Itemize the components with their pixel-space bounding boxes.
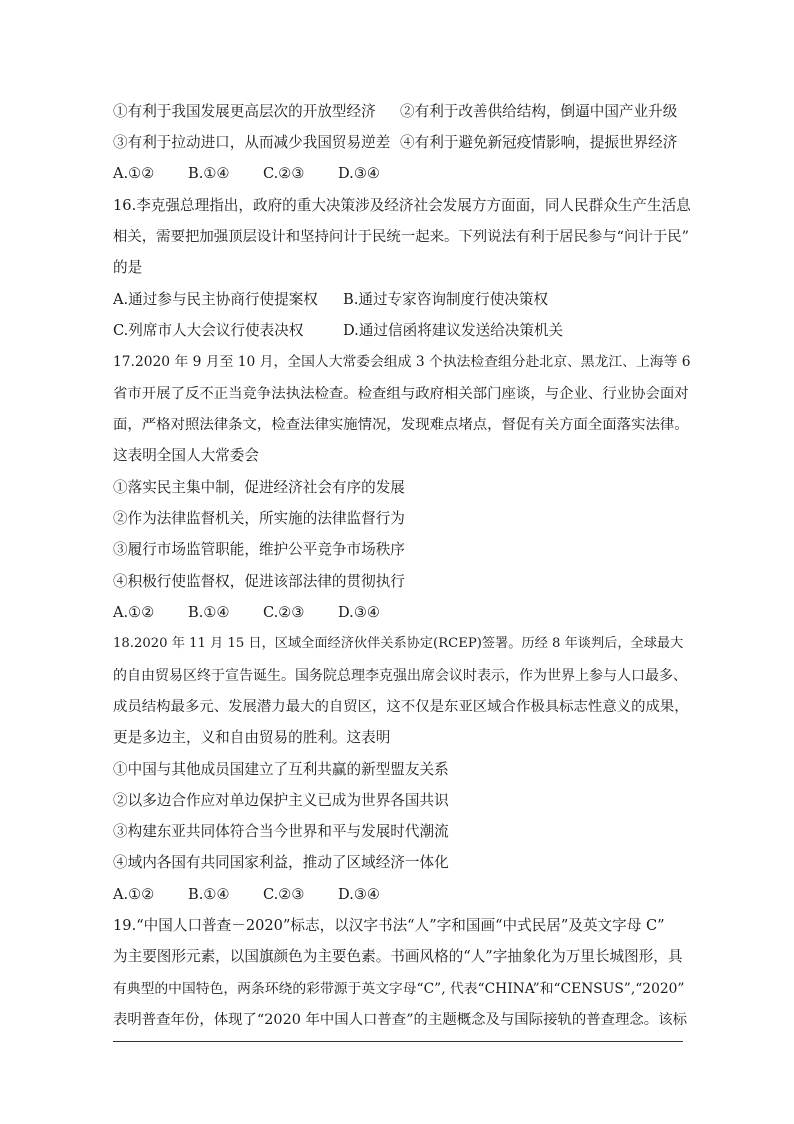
q16-stem-line-3: 的是	[113, 259, 143, 276]
q16-option-a: A.通过参与民主协商行使提案权	[113, 291, 318, 308]
q18-stem-line-1: 18.2020 年 11 月 15 日，区域全面经济伙伴关系协定(RCEP)签署。历经 8 年谈判后，全球最大	[113, 636, 684, 651]
q18-choices	[113, 885, 688, 905]
q17-choices	[113, 603, 688, 623]
q18-option-3: ③构建东亚共同体符合当今世界和平与发展时代潮流	[113, 823, 449, 840]
q18-choice-c: C.②③	[263, 886, 305, 903]
q16-stem-line-2: 相关，需要把加强顶层设计和坚持问计于民统一起来。下列说法有利于居民参与“问计于民”	[113, 229, 689, 245]
q15-choices	[113, 164, 688, 184]
q19-stem-line-1: 19.“中国人口普查－2020”标志，以汉字书法“人”字和国画“中式民居”及英文字母 C”	[113, 917, 665, 934]
q18-choice-a: A.①②	[113, 886, 155, 903]
q18-choice-d: D.③④	[338, 886, 380, 903]
q15-choice-b: B.①④	[188, 165, 230, 182]
q16-options-row-2	[113, 321, 688, 341]
q18-option-2: ②以多边合作应对单边保护主义已成为世界各国共识	[113, 792, 449, 809]
page-bottom-rule	[113, 1041, 683, 1042]
q15-choice-a: A.①②	[113, 165, 155, 182]
q15-option-1: ①有利于我国发展更高层次的开放型经济	[113, 103, 376, 120]
q19-stem-line-3: 有典型的中国特色，两条环绕的彩带源于英文字母“C”, 代表“CHINA”和“CENSUS”,“2020”	[113, 981, 685, 997]
q15-option-3: ③有利于拉动进口，从而减少我国贸易逆差	[113, 134, 391, 151]
q15-choice-d: D.③④	[338, 165, 380, 182]
q15-option-4: ④有利于避免新冠疫情影响，提振世界经济	[400, 134, 678, 151]
q17-stem-line-4: 这表明全国人大常委会	[113, 447, 259, 464]
q18-stem-line-3: 成员结构最多元、发展潜力最大的自贸区，这不仅是东亚区域合作极具标志性意义的成果，	[113, 699, 689, 715]
q15-choice-c: C.②③	[263, 165, 305, 182]
q17-stem-line-3: 面，严格对照法律条文，检查法律实施情况，发现难点堵点，督促有关方面全面落实法律。	[113, 417, 689, 433]
q19-stem-line-2: 为主要图形元素，以国旗颜色为主要色素。书画风格的“人”字抽象化为万里长城图形，具	[113, 948, 683, 965]
q16-option-d: D.通过信函将建议发送给决策机关	[343, 322, 564, 339]
q16-options-row-1	[113, 290, 688, 310]
q18-stem-line-4: 更是多边主，义和自由贸易的胜利。这表明	[113, 729, 391, 746]
q17-choice-d: D.③④	[338, 604, 380, 621]
q17-option-1: ①落实民主集中制，促进经济社会有序的发展	[113, 479, 405, 496]
q17-choice-b: B.①④	[188, 604, 230, 621]
q18-option-4: ④域内各国有共同国家利益，推动了区域经济一体化	[113, 854, 449, 871]
q18-choice-b: B.①④	[188, 886, 230, 903]
q17-option-2: ②作为法律监督机关，所实施的法律监督行为	[113, 510, 405, 527]
q17-stem-line-2: 省市开展了反不正当竞争法执法检查。检查组与政府相关部门座谈，与企业、行业协会面对	[113, 386, 689, 402]
q15-option-2: ②有利于改善供给结构，倒逼中国产业升级	[400, 103, 678, 120]
q17-stem-line-1: 17.2020 年 9 月至 10 月，全国人大常委会组成 3 个执法检查组分赴北京、黑龙江、上海等 6	[113, 354, 691, 370]
q19-stem-line-4: 表明普查年份，体现了“2020 年中国人口普查”的主题概念及与国际接轨的普查理念。该标	[113, 1012, 687, 1028]
q15-options-row-2	[113, 133, 688, 153]
q17-option-4: ④积极行使监督权，促进该部法律的贯彻执行	[113, 573, 405, 590]
q18-stem-line-2: 的自由贸易区终于宣告诞生。国务院总理李克强出席会议时表示，作为世界上参与人口最多、	[113, 668, 687, 684]
q18-option-1: ①中国与其他成员国建立了互利共赢的新型盟友关系	[113, 761, 449, 778]
q15-options-row-1	[113, 102, 688, 122]
q16-option-c: C.列席市人大会议行使表决权	[113, 322, 304, 339]
q17-choice-a: A.①②	[113, 604, 155, 621]
q17-choice-c: C.②③	[263, 604, 305, 621]
q16-option-b: B.通过专家咨询制度行使决策权	[343, 291, 549, 308]
q16-stem-line-1: 16.李克强总理指出，政府的重大决策涉及经济社会发展方方面面，同人民群众生产生活息	[113, 197, 691, 214]
q17-option-3: ③履行市场监管职能，维护公平竞争市场秩序	[113, 541, 405, 558]
